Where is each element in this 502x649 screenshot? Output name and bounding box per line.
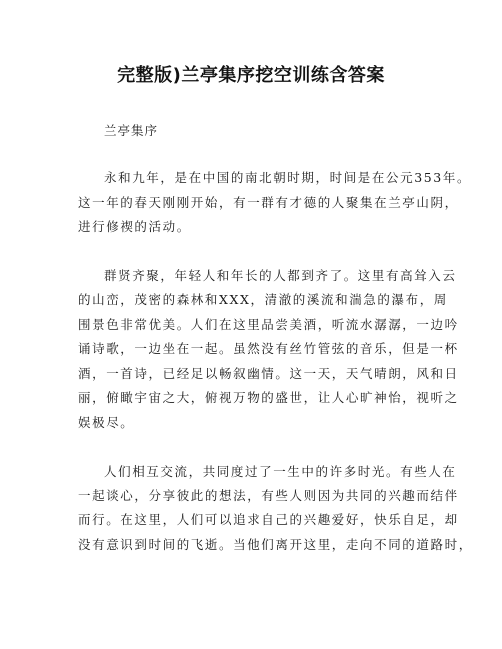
paragraph-2-line-1: 群贤齐聚，年轻人和年长的人都到齐了。这里有高耸入云	[104, 268, 457, 283]
paragraph-1-line-3: 进行修禊的活动。	[78, 219, 191, 234]
paragraph-2-line-2: 的山峦，茂密的森林和XXX，清澈的溪流和湍急的瀑布，周	[78, 292, 448, 307]
paragraph-2-line-6: 丽，俯瞰宇宙之大，俯视万物的盛世，让人心旷神怡，视听之	[78, 390, 459, 405]
paragraph-3-line-2: 一起谈心，分享彼此的想法，有些人则因为共同的兴趣而结伴	[78, 488, 459, 503]
paragraph-2-line-5: 酒，一首诗，已经足以畅叙幽情。这一天，天气晴朗，风和日	[78, 366, 459, 381]
paragraph-3-line-1: 人们相互交流，共同度过了一生中的许多时光。有些人在	[104, 464, 457, 479]
paragraph-3-line-3: 而行。在这里，人们可以追求自己的兴趣爱好，快乐自足，却	[78, 512, 459, 527]
paragraph-2-line-3: 围景色非常优美。人们在这里品尝美酒，听流水潺潺，一边吟	[78, 317, 459, 332]
paragraph-2-line-4: 诵诗歌，一边坐在一起。虽然没有丝竹管弦的音乐，但是一杯	[78, 341, 459, 356]
paragraph-1-line-2: 这一年的春天刚刚开始，有一群有才德的人聚集在兰亭山阴，	[78, 195, 459, 210]
paragraph-2-line-7: 娱极尽。	[78, 415, 135, 430]
document-subtitle: 兰亭集序	[104, 123, 159, 138]
paragraph-1-line-1: 永和九年，是在中国的南北朝时期，时间是在公元353年。	[104, 170, 472, 185]
paragraph-3-line-4: 没有意识到时间的飞逝。当他们离开这里，走向不同的道路时，	[78, 537, 473, 552]
document-title: 完整版)兰亭集序挖空训练含答案	[117, 65, 385, 86]
